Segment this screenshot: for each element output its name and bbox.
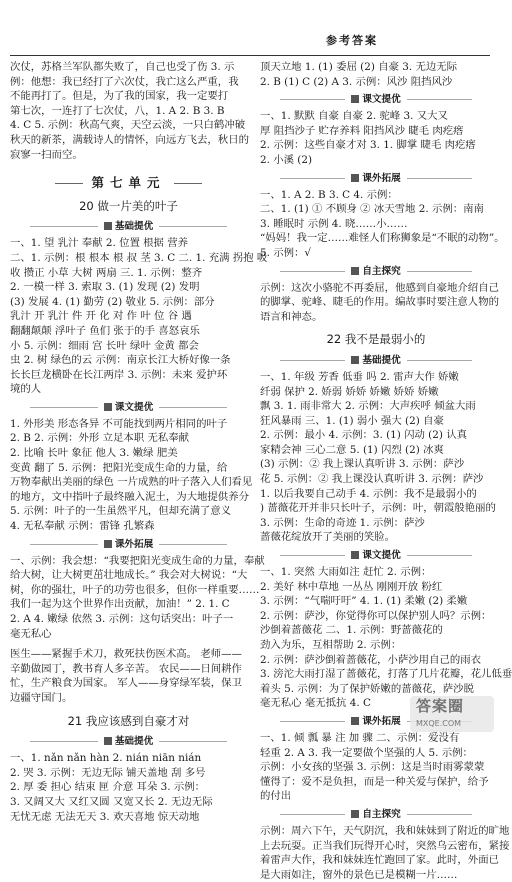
text-line: 3. 睡眠时 示例 4. 晓……小…… <box>260 217 408 230</box>
text-line: 2. 示例：这些自豪才对 3. 1. 脚掌 睫毛 肉疙瘩 <box>260 139 476 152</box>
text-line: 轻重 2. A 3. 我一定要做个坚强的人 5. 示例： <box>260 746 473 759</box>
text-line: 医生——紧握手术刀，救死扶伤医术高。 老师—— <box>10 648 242 661</box>
text-line: “妈妈！我一定……难怪人们称狮象是“不眠的动物”。 <box>260 232 505 245</box>
lesson-22-title: 22 我不是最弱小的 <box>326 332 426 347</box>
text-line: 一、1. 年级 芳香 低垂 吗 2. 雷声大作 娇嫩 <box>260 370 459 383</box>
right-top-text <box>260 60 492 89</box>
text-line: 虫 2. 树 绿色的云 示例：南京长江大桥好像一条 <box>10 354 231 367</box>
text-line: 顶天立地 1. (1) 委屈 (2) 自豪 3. 无边无际 <box>260 61 458 73</box>
text-line: 2. 美好 林中草地 一丛丛 刚刚开放 粉红 <box>260 580 443 593</box>
text-line: 1. 外形美 形态各异 不可能找到两片相同的叶子 <box>10 417 228 430</box>
class-answers <box>10 417 253 534</box>
text-line: ) 蔷薇花开并非只长叶子，示例：叶，朝霞般艳丽的 <box>260 502 496 515</box>
text-line: 懂得了：爱不是负担，而是一种关爱与保护，给予 <box>260 775 489 788</box>
text-line: 毫无私心 毫无抵抗 4. C <box>260 697 371 710</box>
text-line: 的付出 <box>260 790 292 803</box>
text-line: 小 5. 示例：细雨 宫 长叶 绿叶 金黄 都会 <box>10 339 199 352</box>
left-column <box>10 60 268 823</box>
text-line: 语言和神态。 <box>260 310 323 323</box>
section-self-study <box>260 807 492 821</box>
self-study-answers-21 <box>260 281 499 325</box>
text-line: 3. 示例：“气喘吁吁” 4. 1. (1) 柔嫩 (2) 柔嫩 <box>260 595 468 608</box>
text-line: 一、1. 默默 自豪 自豪 2. 驼峰 3. 又大又 <box>260 110 448 123</box>
text-line: 的地方，文中指叶子最终融入泥土，为大地提供养分 <box>10 490 249 503</box>
basic-answers-22 <box>260 370 496 545</box>
text-line: 第七次，一连打了七次仗，八，1. A 2. B 3. B <box>10 104 225 117</box>
text-line: 2. 厚 委 担心 结束 匣 介意 耳朵 3. 示例： <box>10 781 206 794</box>
section-class <box>260 548 492 562</box>
unit-title: 第七单元 <box>10 176 247 191</box>
extension-answers-21 <box>260 188 505 261</box>
section-label: 课外拓展 <box>345 716 406 727</box>
text-line: 狂风暴雨 三、1. (1) 弱小 强大 (2) 自豪 <box>260 414 444 427</box>
watermark-text: 答案圈 <box>416 697 465 715</box>
text-line: 2. 示例：萨沙倒着蔷薇花，小萨沙用自己的雨衣 <box>260 653 482 666</box>
page-header-title: 参考答案 <box>326 34 378 47</box>
text-line: 树，你的强壮，叶子的功劳也很多，但你一样重要…… <box>10 583 260 596</box>
text-line: 一、1. 突然 大雨如注 赶忙 2. 示例： <box>260 566 432 579</box>
text-line: 二、1. 示例：根 根本 根 叔 茎 3. C 二. 1. 充满 拐抱 吸 <box>10 251 268 264</box>
text-line: 纤弱 保护 2. 娇弱 娇娇 娇嫩 娇娇 娇嫩 <box>260 385 439 398</box>
text-line: 我们一起为这个世界作出贡献，加油！” 2. 1. C <box>10 598 230 611</box>
text-line: 不能再打了。但是，为了我的国家，我一定要打 <box>10 90 229 103</box>
header-rule <box>10 55 490 56</box>
text-line: 边疆守国门。 <box>10 691 73 704</box>
text-line: 1. 以后我要自己动手 4. 示例：我不是最弱小的 <box>260 487 477 500</box>
text-line: 万物奉献出美丽的绿色 一片成熟的叶子落入人们看见 <box>10 476 253 489</box>
watermark-url: MXQE.COM <box>416 719 462 728</box>
text-line: 2. A 4. 嫩绿 依然 3. 示例：这句话突出：叶子一 <box>10 613 234 625</box>
text-line: 寂寥一扫而空。 <box>10 148 83 161</box>
page-header <box>0 34 500 50</box>
text-line: 3. 滂沱大雨打湿了蔷薇花，打落了几片花瓣，花儿低垂 <box>260 668 512 681</box>
section-label: 自主探究 <box>345 809 406 820</box>
right-column <box>260 60 512 881</box>
text-line: 一、1. 望 乳汁 奉献 2. 位置 根据 营养 <box>10 237 189 250</box>
section-basic <box>10 734 247 748</box>
section-label: 课文提优 <box>98 402 159 413</box>
section-basic <box>10 219 247 233</box>
text-line: 无忧无虑 无法无天 3. 欢天喜地 惊天动地 <box>10 810 200 823</box>
section-self-study <box>260 264 492 278</box>
text-line: 2. 小溪 (2) <box>260 153 313 166</box>
section-label: 自主探究 <box>345 266 406 277</box>
text-line: 乳汁 开 乳汁 件 开 化 对 作 叶 位 谷 遇 <box>10 310 192 323</box>
text-line: 境的人 <box>10 383 42 396</box>
section-basic <box>260 353 492 367</box>
text-line: 花 5. 示例：② 我上课没认真听讲 3. 示例：萨沙 <box>260 473 484 486</box>
text-line: 一、1. A 2. B 3. C 4. 示例： <box>260 188 398 201</box>
section-label: 基础提优 <box>98 736 159 747</box>
text-line: 4. C 5. 示例：秋高气爽，天空云淡，一只白鹤冲破 <box>10 119 246 132</box>
text-line: 2. 一模一样 3. 索取 3. (1) 发现 (2) 发明 <box>10 281 200 294</box>
section-extension <box>10 537 247 551</box>
text-line: 翻翻颠颠 浮叶子 鱼们 张于的手 喜怒哀乐 <box>10 324 200 337</box>
text-line: 上去玩耍。正当我们玩得开心时，突然乌云密布，紧接 <box>260 839 510 852</box>
text-line: 长长巨龙横卧在长江两岸 3. 示例：未来 爱护环 <box>10 368 228 381</box>
basic-answers-21 <box>10 751 247 824</box>
lesson-21-title: 21 我应该感到自豪才对 <box>67 713 190 728</box>
section-label: 课外拓展 <box>345 173 406 184</box>
essay-answers <box>10 647 247 705</box>
self-study-answers-22 <box>260 824 510 882</box>
text-line: 4. 无私奉献 示例：雷锋 孔繁森 <box>10 520 155 533</box>
section-class <box>10 400 247 414</box>
text-line: 次仗，苏格兰军队都失败了，自己也受了伤 3. 示 <box>10 61 235 73</box>
section-label: 基础提优 <box>98 221 159 232</box>
text-line: 蔷薇花绽放开了美丽的笑脸。 <box>260 531 396 544</box>
watermark-logo <box>410 696 494 732</box>
text-line: 秋天的新茶，满载诗人的情怀，向远方飞去，秋日的 <box>10 133 249 146</box>
text-line: (3) 示例：② 我上课认真听讲 3. 示例：萨沙 <box>260 458 465 471</box>
text-line: 沙倒着蔷薇花 二、1. 示例：野蔷薇花的 <box>260 624 443 637</box>
text-line: 飘 3. 1. 雨非常大 2. 示例：大声疾呼 倾盆大雨 <box>260 400 476 413</box>
basic-answers <box>10 236 268 397</box>
text-line: 的脚掌、驼峰、睫毛的作用。编故事时要注意人物的 <box>260 296 499 309</box>
extension-answers-22 <box>260 731 492 804</box>
class-answers-22 <box>260 565 512 711</box>
text-line: 3. 又阔又大 又红又圆 又宽又长 2. 无边无际 <box>10 795 213 808</box>
lesson-20-title: 20 做一片美的叶子 <box>79 198 178 213</box>
text-line: 变黄 翻了 5. 示例：把阳光变成生命的力量，给 <box>10 461 228 474</box>
text-line: 着雷声大作，我和妹妹连忙跑回了家。此时，外面已 <box>260 854 499 867</box>
section-class <box>260 92 492 106</box>
text-line: 给大树，让大树更茁壮地成长。” 我会对大树说：“大 <box>10 569 248 582</box>
text-line: 一、1. 倾 瓢 暴 注 加 骤 二、示例：爱没有 <box>260 731 460 744</box>
left-top-text <box>10 60 247 162</box>
text-line: 示例：小女孩的坚强 3. 示例：这是当时雨雾蒙蒙 <box>260 761 485 774</box>
extension-answers <box>10 554 265 642</box>
text-line: 2. 示例：最小 4. 示例：3. (1) 闪动 (2) 认真 <box>260 429 467 442</box>
class-answers-21 <box>260 109 492 167</box>
text-line: 辛勤做园丁，教书育人多辛苦。 农民——日间耕作 <box>10 662 242 675</box>
text-line: 2. B (1) C (2) A 3. 示例：风沙 阻挡风沙 <box>260 75 453 88</box>
text-line: 2. 哭 3. 示例：无边无际 铺天盖地 刮 多号 <box>10 766 206 779</box>
text-line: 劲入为乐，互相帮助 2. 示例： <box>260 639 402 651</box>
text-line: 示例：周六下午，天气阴沉，我和妹妹到了附近的旷地 <box>260 824 510 837</box>
section-label: 基础提优 <box>345 355 406 366</box>
text-line: 一、1. nǎn nǎn hàn 2. nián niān nián <box>10 752 202 765</box>
text-line: 示例：这次小骆驼不再委屈，他感到自豪地介绍自己 <box>260 281 499 294</box>
section-label: 课文提优 <box>345 550 406 561</box>
section-label: 课外拓展 <box>98 539 159 550</box>
text-line: 二、1. (1) ① 不顾身 ② 冰天雪地 2. 示例：南南 <box>260 203 484 216</box>
text-line: 着头 5. 示例：为了保护娇嫩的蔷薇花，萨沙脱 <box>260 682 474 695</box>
text-line: 2. B 2. 示例：外形 立足本职 无私奉献 <box>10 432 190 445</box>
text-line: 2. 示例：萨沙，你觉得你可以保护别人吗？示例： <box>260 609 492 622</box>
text-line: 厚 阻挡沙子 贮存养料 阳挡风沙 睫毛 肉疙瘩 <box>260 124 464 137</box>
text-line: 收 攒正 小草 大树 两扇 三. 1. 示例：整齐 <box>10 266 203 279</box>
text-line: 5. 示例：√ <box>260 246 312 259</box>
text-line: 5. 示例：叶子的一生虽然平凡，但却充满了意义 <box>10 505 232 518</box>
text-line: 2. 比喻 长叶 象征 他人 3. 嫩绿 肥美 <box>10 447 178 460</box>
text-line: 毫无私心 <box>10 627 52 640</box>
text-line: 忙，生产粮食为国家。 军人——身穿绿军装，保卫 <box>10 677 242 690</box>
section-label: 课文提优 <box>345 94 406 105</box>
text-line: (3) 发展 4. (1) 勤劳 (2) 敬业 5. 示例：部分 <box>10 295 215 308</box>
text-line: 是大雨如注，窗外的景色已是模糊一片…… <box>260 868 458 881</box>
text-line: 3. 示例：生命的奇迹 1. 示例：萨沙 <box>260 516 425 529</box>
text-line: 家精会神 三心二意 5. (1) 闪烈 (2) 冰爽 <box>260 443 444 456</box>
text-line: 例：他想：我已经打了六次仗，我亡这么严重，我 <box>10 75 239 88</box>
section-extension <box>260 171 492 185</box>
text-line: 一、示例：我会想：“我要把阳光变成生命的力量，奉献 <box>10 554 265 567</box>
